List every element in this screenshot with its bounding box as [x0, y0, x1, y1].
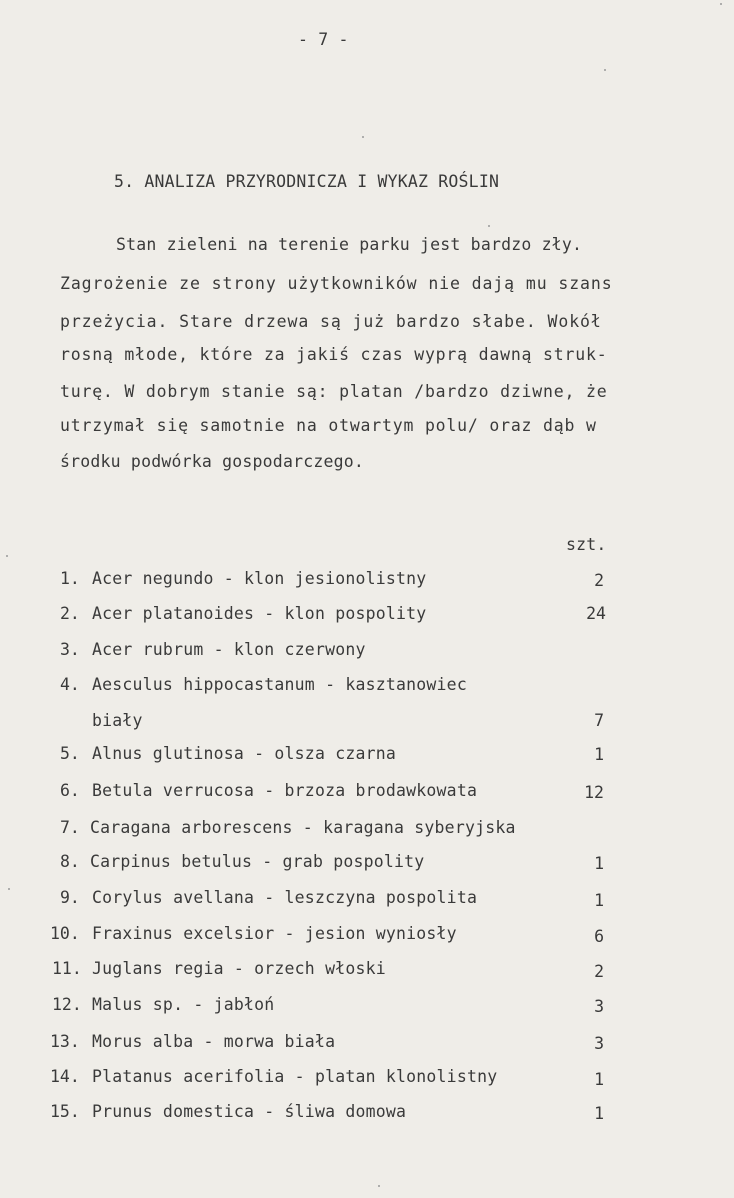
item-name: Acer rubrum - klon czerwony [92, 640, 366, 659]
item-number: 2. [60, 604, 80, 623]
item-number: 3. [60, 640, 80, 659]
item-name: Acer platanoides - klon pospolity [92, 604, 427, 623]
scan-speck [8, 888, 10, 890]
item-name: Prunus domestica - śliwa domowa [92, 1102, 407, 1121]
scan-speck [6, 555, 8, 557]
item-number: 10. [50, 924, 80, 943]
scan-speck [362, 136, 364, 138]
item-count: 2 [594, 962, 604, 981]
item-number: 12. [52, 995, 82, 1014]
item-count: 1 [594, 1070, 604, 1089]
page-number: - 7 - [298, 30, 349, 49]
section-heading: 5. ANALIZA PRZYRODNICZA I WYKAZ ROŚLIN [114, 172, 500, 191]
item-count: 1 [594, 745, 604, 764]
item-number: 11. [52, 959, 82, 978]
item-name: Acer negundo - klon jesionolistny [92, 569, 427, 588]
item-count: 3 [594, 997, 604, 1016]
count-column-header: szt. [566, 535, 607, 554]
paragraph-line: turę. W dobrym stanie są: platan /bardzo dziwne, że [60, 382, 608, 401]
item-name: Juglans regia - orzech włoski [92, 959, 386, 978]
item-count: 3 [594, 1034, 604, 1053]
item-name: Fraxinus excelsior - jesion wyniosły [92, 924, 457, 943]
paragraph-line: Zagrożenie ze strony użytkowników nie dają mu szans [60, 274, 613, 293]
item-number: 1. [60, 569, 80, 588]
item-name: Betula verrucosa - brzoza brodawkowata [92, 781, 478, 800]
item-count: 1 [594, 854, 604, 873]
item-name: Alnus glutinosa - olsza czarna [92, 744, 397, 763]
scan-speck [604, 69, 606, 71]
item-number: 4. [60, 675, 80, 694]
item-number: 8. [60, 852, 80, 871]
paragraph-line: utrzymał się samotnie na otwartym polu/ oraz dąb w [60, 416, 597, 435]
item-name: Corylus avellana - leszczyna pospolita [92, 888, 478, 907]
item-number: 15. [50, 1102, 80, 1121]
paragraph-line: środku podwórka gospodarczego. [60, 452, 365, 471]
item-number: 7. [60, 818, 80, 837]
scan-speck [720, 3, 722, 5]
item-name: Morus alba - morwa biała [92, 1032, 336, 1051]
item-count: 2 [594, 571, 604, 590]
item-number: 5. [60, 744, 80, 763]
paragraph-line: rosną młode, które za jakiś czas wyprą dawną struk- [60, 345, 608, 364]
item-count: 12 [584, 783, 604, 802]
item-name: Platanus acerifolia - platan klonolistny [92, 1067, 498, 1086]
item-name: Carpinus betulus - grab pospolity [90, 852, 425, 871]
scan-speck [378, 1185, 380, 1187]
item-count: 1 [594, 1104, 604, 1123]
item-count: 7 [594, 711, 604, 730]
item-count: 1 [594, 891, 604, 910]
scan-speck [488, 225, 490, 227]
item-count: 6 [594, 927, 604, 946]
paragraph-line: Stan zieleni na terenie parku jest bardzo zły. [116, 235, 583, 254]
item-number: 14. [50, 1067, 80, 1086]
item-name: Caragana arborescens - karagana syberyjska [90, 818, 516, 837]
item-count: 24 [586, 604, 606, 623]
item-number: 9. [60, 888, 80, 907]
item-name: Malus sp. - jabłoń [92, 995, 275, 1014]
item-number: 6. [60, 781, 80, 800]
paragraph-line: przeżycia. Stare drzewa są już bardzo słabe. Wokół [60, 312, 602, 331]
item-name: Aesculus hippocastanum - kasztanowiec [92, 675, 467, 694]
item-number: 13. [50, 1032, 80, 1051]
item-name: biały [92, 711, 143, 730]
